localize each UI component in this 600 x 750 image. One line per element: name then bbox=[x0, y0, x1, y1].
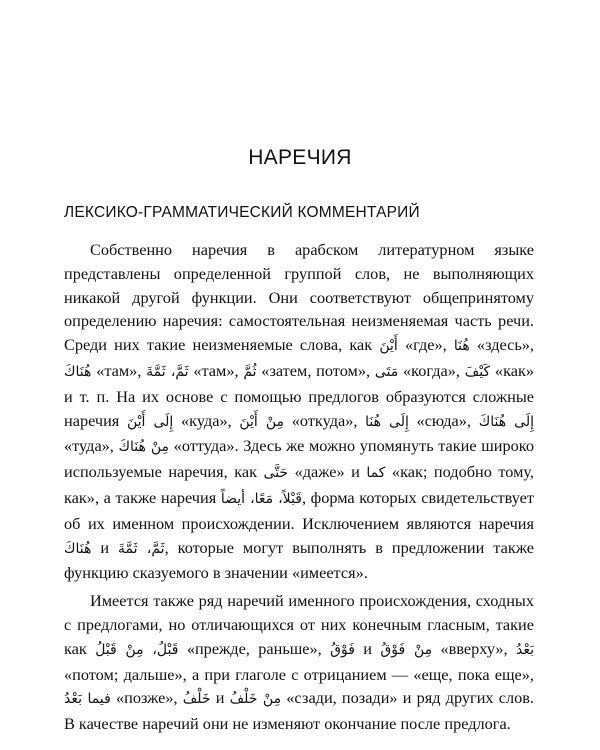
text-run: , форма которых свидетельствует об их именном происхождении. Исключением являются наречия bbox=[64, 487, 534, 533]
text-run: «где», bbox=[397, 335, 454, 355]
arabic-word: هُنَاكَ bbox=[64, 540, 92, 557]
arabic-word: مِنْ خَلْفُ bbox=[229, 691, 282, 708]
text-run: «откуда», bbox=[284, 410, 366, 430]
arabic-word: مِنْ هُنَاكَ bbox=[118, 439, 170, 456]
text-run: и bbox=[210, 688, 230, 708]
arabic-word: إِلَى أَيْنَ bbox=[126, 413, 174, 430]
arabic-word: مَتَى bbox=[374, 363, 399, 380]
text-run: «там», bbox=[188, 360, 244, 380]
text-run: Имеется также ряд наречий именного происхождения, сходных с предлогами, но отличающихся от них конечным гласным, такие как bbox=[64, 591, 534, 658]
text-run: и bbox=[91, 537, 119, 557]
text-run: , которые могут выполнять в предложении также функцию сказуемого в значении «имеется». bbox=[64, 537, 534, 583]
text-run: «прежде, раньше», bbox=[178, 638, 331, 658]
arabic-word: ثَمَّ، ثَمَّةَ bbox=[118, 540, 165, 557]
arabic-word: حَتَّى bbox=[263, 465, 289, 482]
text-run: «даже» и bbox=[288, 462, 367, 482]
chapter-title: НАРЕЧИЯ bbox=[248, 146, 352, 169]
text-run: «потом; дальше», а при глаголе с отрицанием — «еще, пока еще», bbox=[64, 664, 534, 684]
text-run: «когда», bbox=[398, 360, 465, 380]
arabic-word: قَبْلاً، مَعًا، أيضاً bbox=[220, 490, 302, 507]
text-run: Собственно наречия в арабском литературном языке представлены определенной группой слов, не выполняющих никакой другой функции. Они соответствуют общепринятому определению наречия: самостоятельная неизменяемая часть речи. Среди них такие неизменяемые слова, как bbox=[64, 240, 534, 355]
text-run: «как» и т. п. На их основе с помощью предлогов образуются сложные наречия bbox=[64, 360, 535, 430]
arabic-word: فَوْقُ bbox=[330, 641, 355, 658]
text-run: и bbox=[354, 638, 381, 658]
arabic-word: خَلْفُ bbox=[182, 691, 211, 708]
arabic-word: ثَمَّ، ثَمَّةَ bbox=[146, 363, 189, 380]
text-run: «здесь», bbox=[469, 335, 534, 355]
text-run: «как; подобно тому, как», а также наречия bbox=[64, 462, 534, 507]
arabic-word: قَبْلُ، مِنْ قَبْلُ bbox=[95, 641, 179, 658]
text-run: «туда», bbox=[64, 436, 119, 456]
text-run: «там», bbox=[91, 360, 147, 380]
text-run: «сзади, позади» и ряд других слов. В качестве наречий они не изменяют окончание после предлога. bbox=[64, 688, 534, 734]
arabic-word: أَيْنَ bbox=[379, 338, 398, 355]
arabic-word: هُنَا bbox=[453, 338, 470, 355]
text-run: «куда», bbox=[173, 410, 240, 430]
arabic-word: ثُمَّ bbox=[243, 363, 257, 380]
text-run: «позже», bbox=[110, 688, 183, 708]
arabic-word: إِلَى هُنَا bbox=[365, 413, 409, 430]
body-text bbox=[64, 238, 534, 736]
section-heading: ЛЕКСИКО-ГРАММАТИЧЕСКИЙ КОММЕНТАРИЙ bbox=[64, 204, 420, 221]
text-run: «затем, потом», bbox=[256, 360, 375, 380]
arabic-word: هُنَاكَ bbox=[64, 363, 92, 380]
arabic-word: مِنْ أَيْنَ bbox=[239, 413, 285, 430]
arabic-word: كَيْفَ bbox=[464, 363, 491, 380]
arabic-word: بَعْدُ bbox=[515, 641, 534, 658]
arabic-word: فيما بَعْدُ bbox=[64, 691, 111, 708]
paragraph-1 bbox=[64, 238, 534, 585]
text-run: «оттуда». Здесь же можно упомянуть такие широко используемые наречия, как bbox=[64, 436, 534, 482]
arabic-word: مِنْ فَوْقُ bbox=[380, 641, 433, 658]
arabic-word: إِلَى هُنَاكَ bbox=[478, 413, 534, 430]
text-run: «вверху», bbox=[432, 638, 516, 658]
paragraph-2 bbox=[64, 589, 534, 736]
arabic-word: كما bbox=[366, 465, 386, 482]
text-run: «сюда», bbox=[408, 410, 479, 430]
